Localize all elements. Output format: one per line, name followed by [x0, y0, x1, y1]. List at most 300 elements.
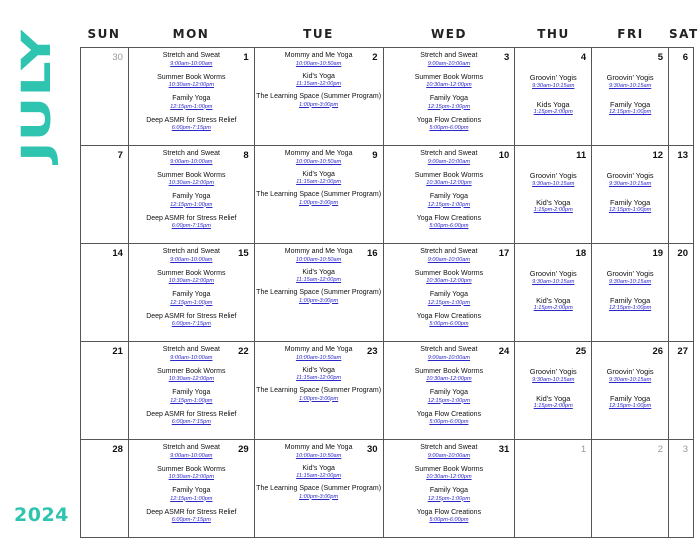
month-title [8, 30, 62, 165]
event-title: Kid's Yoga [302, 72, 335, 80]
day-number: 6 [682, 52, 688, 63]
event-time-link[interactable]: 9:00am-10:00am [427, 158, 471, 165]
day-cell[interactable] [515, 440, 592, 538]
event-time-link[interactable]: 6:00pm-7:15pm [171, 125, 211, 131]
event-item[interactable] [384, 368, 515, 384]
event-title: Family Yoga [609, 99, 651, 109]
event-item[interactable] [255, 289, 383, 305]
event-time-link[interactable]: 10:30am-12:00pm [426, 474, 472, 480]
day-cell[interactable] [81, 48, 129, 146]
day-cell[interactable] [129, 342, 255, 440]
event-title: Groovin' Yogis [606, 73, 654, 82]
event-title: Groovin' Yogis [529, 73, 577, 82]
event-item[interactable] [384, 52, 515, 68]
event-item[interactable] [255, 52, 383, 68]
event-title: Stretch and Sweat [162, 248, 220, 255]
event-list [255, 248, 383, 310]
event-item[interactable] [129, 368, 254, 384]
day-number: 2 [372, 52, 378, 63]
event-item[interactable] [255, 367, 383, 383]
day-cell[interactable] [669, 440, 694, 538]
event-list [129, 248, 254, 334]
event-list [129, 444, 254, 530]
event-time-link[interactable]: 9:00am-10:00am [427, 60, 471, 67]
event-item[interactable] [129, 150, 254, 166]
day-cell[interactable] [255, 244, 384, 342]
event-title: The Learning Space (Summer Program) [256, 93, 382, 100]
event-time-link[interactable]: 1:00pm-3:00pm [299, 199, 339, 206]
event-title: Stretch and Sweat [420, 150, 478, 157]
event-time-link[interactable]: 9:00am-10:00am [170, 452, 213, 459]
day-number: 14 [112, 248, 123, 259]
day-number: 12 [652, 150, 664, 161]
event-item[interactable] [129, 193, 254, 209]
event-item[interactable] [129, 487, 254, 503]
day-number: 18 [575, 248, 587, 259]
event-title: Family Yoga [172, 487, 211, 494]
event-item[interactable] [129, 466, 254, 482]
event-item[interactable] [384, 117, 515, 133]
day-cell[interactable] [515, 48, 592, 146]
day-cell[interactable] [255, 48, 384, 146]
event-title: Stretch and Sweat [420, 52, 478, 59]
event-item[interactable] [129, 389, 254, 405]
event-time-link[interactable]: 11:15am-12:00pm [296, 473, 342, 479]
event-title: Stretch and Sweat [162, 444, 220, 451]
event-time-link[interactable]: 12:15pm-1:00pm [170, 299, 213, 306]
event-item[interactable] [384, 444, 515, 460]
event-title: Stretch and Sweat [420, 346, 478, 353]
event-time-link[interactable]: 12:15pm-1:00pm [427, 495, 471, 502]
event-title: Kid's Yoga [302, 464, 335, 472]
event-title: Groovin' Yogis [606, 171, 654, 180]
day-cell[interactable] [129, 48, 255, 146]
event-item[interactable] [255, 444, 383, 460]
day-cell[interactable] [81, 146, 129, 244]
event-item[interactable] [515, 74, 591, 90]
event-item[interactable] [384, 291, 515, 307]
weekday-header-fri: FRI [617, 27, 644, 41]
day-number: 28 [112, 444, 123, 455]
event-title: Kid's Yoga [536, 197, 571, 207]
event-item[interactable] [384, 346, 515, 362]
event-title: Family Yoga [172, 193, 211, 200]
event-time-link[interactable]: 12:15pm-1:00pm [170, 397, 213, 404]
event-title: Summer Book Worms [157, 269, 226, 277]
day-cell[interactable] [515, 244, 592, 342]
event-title: Kids Yoga [536, 99, 570, 109]
day-number: 1 [243, 52, 249, 63]
event-time-link[interactable]: 11:15am-12:00pm [296, 179, 342, 185]
event-title: Deep ASMR for Stress Relief [146, 410, 237, 418]
event-title: Family Yoga [172, 291, 211, 298]
calendar [80, 21, 699, 538]
day-cell[interactable] [81, 342, 129, 440]
day-cell[interactable] [515, 146, 592, 244]
event-time-link[interactable]: 10:30am-12:00pm [168, 180, 215, 186]
event-title: Summer Book Worms [157, 171, 226, 179]
event-time-link[interactable]: 10:00am-10:50am [295, 158, 342, 165]
day-cell[interactable] [255, 146, 384, 244]
event-time-link[interactable]: 9:00am-10:00am [170, 158, 213, 165]
event-item[interactable] [592, 297, 668, 313]
day-number: 26 [652, 346, 664, 357]
day-number: 23 [366, 346, 378, 357]
event-time-link[interactable]: 9:30am-10:15am [532, 278, 575, 285]
event-time-link[interactable]: 10:30am-12:00pm [426, 376, 472, 382]
event-item[interactable] [129, 509, 254, 525]
event-item[interactable] [515, 172, 591, 188]
event-item[interactable] [255, 93, 383, 109]
event-item[interactable] [592, 368, 668, 384]
event-time-link[interactable]: 11:15am-12:00pm [296, 277, 342, 283]
day-number: 3 [504, 52, 510, 63]
day-number: 20 [677, 248, 688, 259]
day-number: 1 [580, 444, 587, 455]
event-title: Family Yoga [429, 389, 468, 396]
event-title: Mommy and Me Yoga [284, 150, 353, 157]
event-time-link[interactable]: 9:00am-10:00am [170, 256, 213, 263]
event-time-link[interactable]: 12:15pm-1:00pm [427, 103, 471, 110]
event-item[interactable] [129, 172, 254, 188]
event-time-link[interactable]: 10:30am-12:00pm [168, 278, 215, 284]
weekday-header-sun: SUN [87, 27, 121, 41]
event-time-link[interactable]: 5:00pm-6:00pm [429, 517, 469, 523]
event-time-link[interactable]: 12:15pm-1:00pm [427, 397, 471, 404]
event-time-link[interactable]: 12:15pm-1:00pm [170, 103, 213, 110]
event-item[interactable] [129, 411, 254, 427]
event-title: Stretch and Sweat [420, 248, 478, 255]
day-cell[interactable] [669, 146, 694, 244]
event-time-link[interactable]: 12:15pm-1:00pm [427, 201, 471, 208]
day-cell[interactable] [384, 244, 516, 342]
day-number: 25 [575, 346, 587, 357]
day-cell[interactable] [384, 146, 516, 244]
event-time-link[interactable]: 10:00am-10:50am [295, 452, 342, 459]
day-number: 17 [498, 248, 510, 259]
event-time-link[interactable]: 5:00pm-6:00pm [429, 125, 469, 131]
event-item[interactable] [255, 248, 383, 264]
event-item[interactable] [384, 270, 515, 286]
event-time-link[interactable]: 1:15pm-2:00pm [533, 403, 573, 409]
day-cell[interactable] [129, 440, 255, 538]
day-cell[interactable] [592, 244, 669, 342]
calendar-grid [80, 47, 694, 538]
event-time-link[interactable]: 9:00am-10:00am [170, 354, 213, 361]
event-time-link[interactable]: 12:15pm-1:00pm [170, 201, 213, 208]
event-list [255, 346, 383, 408]
event-time-link[interactable]: 12:15pm-1:00pm [170, 495, 213, 502]
event-time-link[interactable]: 10:30am-12:00pm [426, 278, 472, 284]
event-title: Family Yoga [609, 295, 651, 305]
event-item[interactable] [384, 411, 515, 427]
event-time-link[interactable]: 1:00pm-3:00pm [299, 395, 339, 402]
event-time-link[interactable]: 12:15pm-1:00pm [608, 109, 652, 115]
event-time-link[interactable]: 1:15pm-2:00pm [533, 305, 573, 311]
event-item[interactable] [255, 150, 383, 166]
day-number: 13 [677, 150, 688, 161]
event-time-link[interactable]: 10:30am-12:00pm [168, 474, 215, 480]
event-item[interactable] [384, 74, 515, 90]
event-time-link[interactable]: 9:30am-10:15am [608, 376, 652, 383]
day-number: 15 [238, 248, 249, 259]
day-number: 30 [366, 444, 378, 455]
day-cell[interactable] [129, 244, 255, 342]
event-title: Groovin' Yogis [529, 367, 577, 376]
event-item[interactable] [592, 270, 668, 286]
day-number: 16 [366, 248, 378, 259]
event-item[interactable] [129, 215, 254, 231]
event-item[interactable] [515, 101, 591, 117]
event-item[interactable] [129, 52, 254, 68]
event-item[interactable] [384, 95, 515, 111]
day-number: 29 [238, 444, 249, 455]
event-time-link[interactable]: 9:00am-10:00am [427, 452, 471, 459]
day-cell[interactable] [384, 440, 516, 538]
event-item[interactable] [515, 199, 591, 215]
day-cell[interactable] [129, 146, 255, 244]
event-time-link[interactable]: 9:30am-10:15am [532, 180, 575, 187]
event-item[interactable] [384, 487, 515, 503]
event-time-link[interactable]: 10:00am-10:50am [295, 354, 342, 361]
event-item[interactable] [129, 95, 254, 111]
event-title: Yoga Flow Creations [416, 508, 482, 516]
event-title: Kid's Yoga [536, 393, 571, 403]
event-time-link[interactable]: 10:00am-10:50am [295, 256, 342, 263]
event-title: Stretch and Sweat [420, 444, 478, 451]
event-item[interactable] [515, 395, 591, 411]
weekday-header-wed: WED [431, 27, 467, 41]
event-list [255, 444, 383, 506]
day-cell[interactable] [592, 48, 669, 146]
event-item[interactable] [384, 313, 515, 329]
event-time-link[interactable]: 11:15am-12:00pm [296, 375, 342, 381]
day-cell[interactable] [255, 342, 384, 440]
day-number: 7 [117, 150, 123, 161]
event-item[interactable] [384, 150, 515, 166]
event-item[interactable] [255, 346, 383, 362]
event-time-link[interactable]: 10:30am-12:00pm [168, 376, 215, 382]
event-title: Deep ASMR for Stress Relief [146, 508, 237, 516]
event-item[interactable] [129, 248, 254, 264]
event-time-link[interactable]: 9:00am-10:00am [170, 60, 213, 67]
event-time-link[interactable]: 1:00pm-3:00pm [299, 493, 339, 500]
event-time-link[interactable]: 9:30am-10:15am [608, 278, 652, 285]
event-item[interactable] [592, 199, 668, 215]
event-title: The Learning Space (Summer Program) [256, 485, 382, 492]
event-time-link[interactable]: 6:00pm-7:15pm [171, 419, 211, 425]
day-number: 31 [498, 444, 510, 455]
event-item[interactable] [384, 215, 515, 231]
event-title: The Learning Space (Summer Program) [256, 289, 382, 296]
event-title: Mommy and Me Yoga [284, 346, 353, 353]
day-cell[interactable] [669, 48, 694, 146]
event-time-link[interactable]: 12:15pm-1:00pm [427, 299, 471, 306]
event-time-link[interactable]: 12:15pm-1:00pm [608, 403, 652, 409]
day-number: 19 [652, 248, 664, 259]
week-row [81, 146, 694, 244]
event-title: Family Yoga [429, 193, 468, 200]
day-cell[interactable] [592, 440, 669, 538]
event-list [255, 150, 383, 212]
event-title: Summer Book Worms [414, 465, 484, 473]
weekday-header-mon: MON [172, 27, 210, 41]
event-title: Groovin' Yogis [529, 171, 577, 180]
event-item[interactable] [129, 74, 254, 90]
event-item[interactable] [129, 117, 254, 133]
event-item[interactable] [129, 444, 254, 460]
event-time-link[interactable]: 1:15pm-2:00pm [533, 109, 573, 115]
event-title: Stretch and Sweat [162, 346, 220, 353]
day-cell[interactable] [592, 342, 669, 440]
event-title: Mommy and Me Yoga [284, 248, 353, 255]
event-title: Summer Book Worms [157, 367, 226, 375]
event-item[interactable] [255, 73, 383, 89]
event-item[interactable] [129, 291, 254, 307]
event-time-link[interactable]: 9:30am-10:15am [532, 376, 575, 383]
event-title: Deep ASMR for Stress Relief [146, 312, 237, 320]
event-list [592, 368, 668, 421]
event-title: Summer Book Worms [157, 73, 226, 81]
event-item[interactable] [384, 193, 515, 209]
event-list [384, 444, 515, 530]
event-title: Stretch and Sweat [162, 150, 220, 157]
week-row [81, 48, 694, 146]
event-list [129, 150, 254, 236]
event-item[interactable] [255, 269, 383, 285]
event-time-link[interactable]: 10:00am-10:50am [295, 60, 342, 67]
event-item[interactable] [384, 466, 515, 482]
event-time-link[interactable]: 12:15pm-1:00pm [608, 305, 652, 311]
event-title: Mommy and Me Yoga [284, 52, 353, 59]
day-cell[interactable] [592, 146, 669, 244]
event-item[interactable] [592, 172, 668, 188]
event-item[interactable] [255, 485, 383, 501]
event-item[interactable] [255, 171, 383, 187]
event-item[interactable] [384, 509, 515, 525]
day-cell[interactable] [669, 244, 694, 342]
event-time-link[interactable]: 5:00pm-6:00pm [429, 223, 469, 229]
weekday-header-row [80, 21, 699, 47]
event-time-link[interactable]: 9:00am-10:00am [427, 256, 471, 263]
event-item[interactable] [515, 297, 591, 313]
event-list [384, 52, 515, 138]
event-time-link[interactable]: 5:00pm-6:00pm [429, 321, 469, 327]
event-item[interactable] [592, 74, 668, 90]
event-time-link[interactable]: 1:00pm-3:00pm [299, 101, 339, 108]
event-time-link[interactable]: 6:00pm-7:15pm [171, 517, 211, 523]
event-title: Groovin' Yogis [606, 269, 654, 278]
event-time-link[interactable]: 9:30am-10:15am [532, 82, 575, 89]
event-item[interactable] [255, 465, 383, 481]
event-list [384, 248, 515, 334]
event-item[interactable] [384, 172, 515, 188]
event-title: Kid's Yoga [302, 170, 335, 178]
day-number: 8 [243, 150, 249, 161]
month-title-graphic [8, 30, 62, 165]
event-item[interactable] [129, 313, 254, 329]
event-time-link[interactable]: 5:00pm-6:00pm [429, 419, 469, 425]
event-title: The Learning Space (Summer Program) [256, 387, 382, 394]
event-item[interactable] [515, 270, 591, 286]
event-title: Groovin' Yogis [606, 367, 654, 376]
event-title: Mommy and Me Yoga [284, 444, 353, 451]
day-cell[interactable] [255, 440, 384, 538]
event-list [515, 74, 591, 127]
day-cell[interactable] [81, 440, 129, 538]
event-title: Summer Book Worms [157, 465, 226, 473]
event-item[interactable] [129, 270, 254, 286]
day-number: 2 [657, 444, 664, 455]
event-time-link[interactable]: 1:00pm-3:00pm [299, 297, 339, 304]
day-number: 3 [682, 444, 688, 455]
day-cell[interactable] [384, 48, 516, 146]
event-title: Summer Book Worms [414, 367, 484, 375]
event-item[interactable] [384, 248, 515, 264]
event-list [255, 52, 383, 114]
event-time-link[interactable]: 6:00pm-7:15pm [171, 321, 211, 327]
event-time-link[interactable]: 9:00am-10:00am [427, 354, 471, 361]
event-title: Family Yoga [172, 95, 211, 102]
event-item[interactable] [384, 389, 515, 405]
day-number: 11 [576, 150, 587, 161]
event-time-link[interactable]: 1:15pm-2:00pm [533, 207, 573, 213]
event-title: Family Yoga [429, 95, 468, 102]
event-title: Summer Book Worms [414, 269, 484, 277]
day-number: 22 [238, 346, 249, 357]
event-time-link[interactable]: 11:15am-12:00pm [296, 81, 342, 87]
event-title: Family Yoga [172, 389, 211, 396]
event-list [592, 74, 668, 127]
month-title-text: JULY [14, 66, 60, 162]
event-time-link[interactable]: 12:15pm-1:00pm [608, 207, 652, 213]
event-title: Groovin' Yogis [529, 269, 577, 278]
event-time-link[interactable]: 6:00pm-7:15pm [171, 223, 211, 229]
event-time-link[interactable]: 10:30am-12:00pm [426, 180, 472, 186]
event-item[interactable] [129, 346, 254, 362]
day-number: 9 [372, 150, 378, 161]
event-title: Deep ASMR for Stress Relief [146, 116, 237, 124]
event-list [592, 172, 668, 225]
day-cell[interactable] [515, 342, 592, 440]
day-cell[interactable] [384, 342, 516, 440]
event-title: Family Yoga [609, 393, 651, 403]
event-time-link[interactable]: 9:30am-10:15am [608, 180, 652, 187]
event-time-link[interactable]: 10:30am-12:00pm [426, 82, 472, 88]
event-item[interactable] [592, 395, 668, 411]
event-title: Family Yoga [429, 487, 468, 494]
event-title: Summer Book Worms [414, 171, 484, 179]
event-list [515, 368, 591, 421]
event-item[interactable] [515, 368, 591, 384]
week-row [81, 440, 694, 538]
day-number: 30 [112, 52, 123, 63]
event-time-link[interactable]: 9:30am-10:15am [608, 82, 652, 89]
week-row [81, 244, 694, 342]
day-cell[interactable] [81, 244, 129, 342]
year-label: 2024 [14, 504, 69, 526]
day-cell[interactable] [669, 342, 694, 440]
event-item[interactable] [255, 387, 383, 403]
event-item[interactable] [255, 191, 383, 207]
event-item[interactable] [592, 101, 668, 117]
event-title: Yoga Flow Creations [416, 410, 482, 418]
event-title: Kid's Yoga [302, 268, 335, 276]
event-list [515, 172, 591, 225]
event-list [592, 270, 668, 323]
event-time-link[interactable]: 10:30am-12:00pm [168, 82, 215, 88]
week-row [81, 342, 694, 440]
